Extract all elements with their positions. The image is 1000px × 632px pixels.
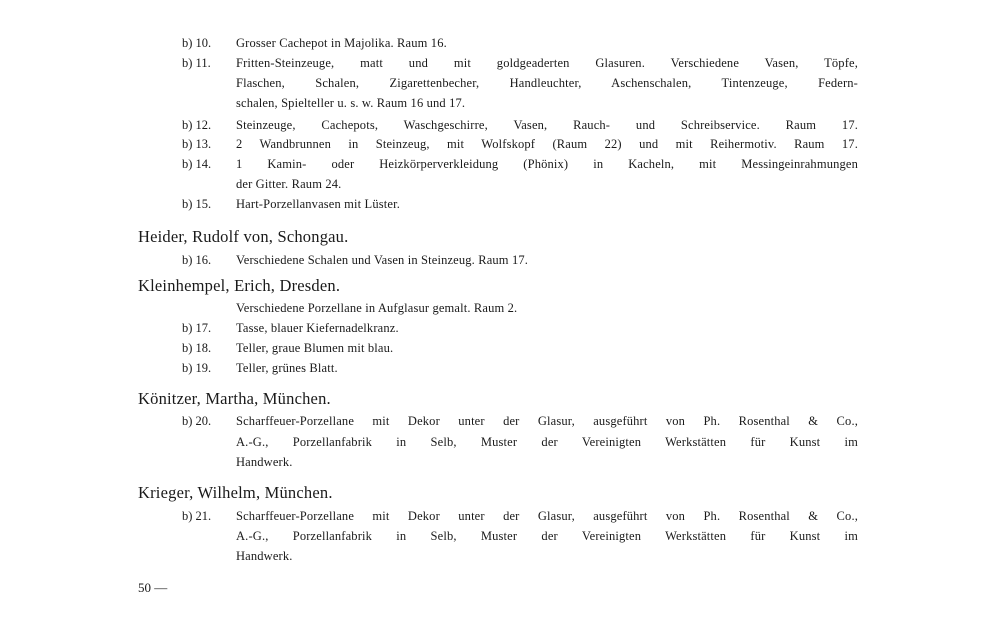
entry-text: Scharffeuer-Porzellane mit Dekor unter der Glasur, ausgeführt von Ph. Rosenthal & Co., xyxy=(236,414,858,428)
entry-number: b) 11. xyxy=(182,56,211,70)
entry-text: der Gitter. Raum 24. xyxy=(236,177,342,191)
entry-number: b) 20. xyxy=(182,414,212,428)
entry-number: b) 15. xyxy=(182,197,212,211)
page-number: 50 — xyxy=(138,580,168,595)
entry-number: b) 12. xyxy=(182,118,212,132)
entry-number: b) 19. xyxy=(182,361,212,375)
entry-number: b) 18. xyxy=(182,341,212,355)
entry-text: Grosser Cachepot in Majolika. Raum 16. xyxy=(236,36,447,50)
entry-text: Verschiedene Schalen und Vasen in Steinzeug. Raum 17. xyxy=(236,253,529,267)
entry-text: Handwerk. xyxy=(236,455,293,469)
artist-heading: Kleinhempel, Erich, Dresden. xyxy=(138,276,341,295)
entry-text: Tasse, blauer Kiefernadelkranz. xyxy=(236,321,399,335)
entry-number: b) 10. xyxy=(182,36,212,50)
entry-text: Scharffeuer-Porzellane mit Dekor unter der Glasur, ausgeführt von Ph. Rosenthal & Co., xyxy=(236,509,858,523)
entry-number: b) 17. xyxy=(182,321,212,335)
entry-text: 1 Kamin- oder Heizkörperverkleidung (Phönix) in Kacheln, mit Messingeinrahmungen xyxy=(236,157,858,171)
entry-text: Flaschen, Schalen, Zigarettenbecher, Handleuchter, Aschenschalen, Tintenzeuge, Federn- xyxy=(236,76,858,90)
entry-text: Fritten-Steinzeuge, matt und mit goldgeaderten Glasuren. Verschiedene Vasen, Töpfe, xyxy=(236,56,858,70)
entry-number: b) 14. xyxy=(182,157,212,171)
entry-text: Teller, grünes Blatt. xyxy=(236,361,338,375)
entry-text: Teller, graue Blumen mit blau. xyxy=(236,341,394,355)
entry-text: schalen, Spielteller u. s. w. Raum 16 und 17. xyxy=(236,96,466,110)
entry-text: A.-G., Porzellanfabrik in Selb, Muster der Vereinigten Werkstätten für Kunst im xyxy=(236,529,858,543)
artist-heading: Könitzer, Martha, München. xyxy=(138,389,331,408)
entry-text: Steinzeuge, Cachepots, Waschgeschirre, Vasen, Rauch- und Schreibservice. Raum 17. xyxy=(236,118,858,132)
entry-text: Hart-Porzellanvasen mit Lüster. xyxy=(236,197,400,211)
entry-text: A.-G., Porzellanfabrik in Selb, Muster der Vereinigten Werkstätten für Kunst im xyxy=(236,435,858,449)
entry-text: Handwerk. xyxy=(236,549,293,563)
entry-text: 2 Wandbrunnen in Steinzeug, mit Wolfskopf (Raum 22) und mit Reihermotiv. Raum 17. xyxy=(236,137,858,151)
entry-number: b) 16. xyxy=(182,253,212,267)
entry-number: b) 13. xyxy=(182,137,212,151)
artist-heading: Krieger, Wilhelm, München. xyxy=(138,483,333,502)
section-intro: Verschiedene Porzellane in Aufglasur gemalt. Raum 2. xyxy=(236,301,518,315)
artist-heading: Heider, Rudolf von, Schongau. xyxy=(138,227,349,246)
entry-number: b) 21. xyxy=(182,509,212,523)
